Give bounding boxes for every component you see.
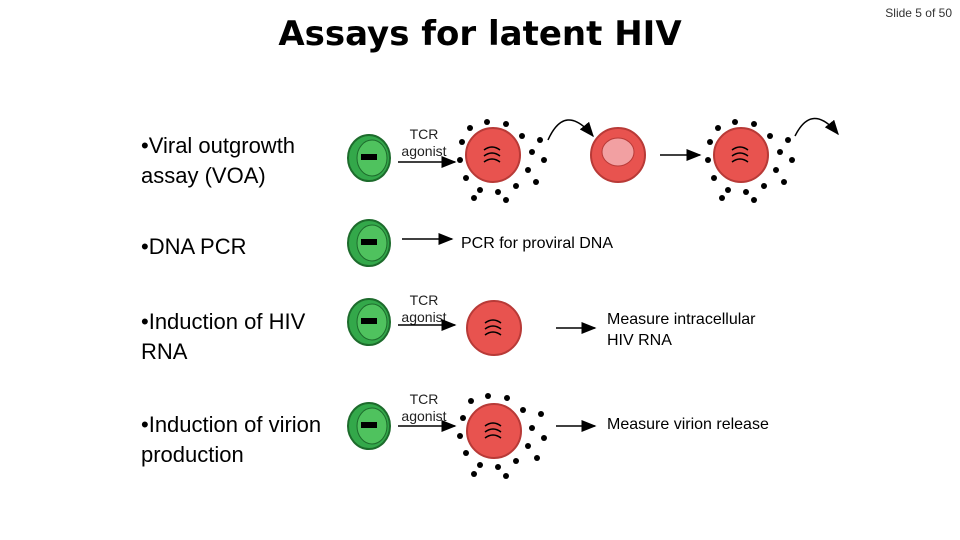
tcr-line1: TCR	[409, 391, 439, 407]
tcr-line2: agonist	[401, 143, 447, 159]
tcr-line1: TCR	[409, 292, 439, 308]
virion-result-label: Measure virion release	[607, 416, 769, 433]
curved-arrow-1	[548, 120, 593, 140]
assay-virion-line1: Induction of virion	[148, 412, 322, 437]
resting-cell-4	[348, 403, 390, 449]
tcr-line2: agonist	[401, 309, 447, 325]
tcr-line1: TCR	[409, 126, 439, 142]
assay-voa-line2: assay (VOA)	[141, 163, 266, 188]
assay-hiv-rna-line2: RNA	[141, 339, 188, 364]
infected-cell-virion	[457, 393, 547, 479]
slide-title: Assays for latent HIV	[278, 14, 682, 54]
bullet-dot: •	[141, 412, 149, 437]
bullet-dot: •	[141, 309, 149, 334]
infected-cell-voa-1	[457, 119, 547, 203]
tcr-line2: agonist	[401, 408, 447, 424]
assay-dna-pcr-line1: DNA PCR	[148, 234, 247, 259]
resting-cell-3	[348, 299, 390, 345]
curved-arrow-2	[795, 118, 838, 136]
bullet-dot: •	[141, 133, 149, 158]
fresh-cell	[591, 128, 645, 182]
rna-result-line1: Measure intracellular	[607, 311, 756, 328]
assay-virion-line2: production	[141, 442, 244, 467]
resting-cell-2	[348, 220, 390, 266]
infected-cell-rna	[467, 301, 521, 355]
infected-cell-voa-2	[705, 119, 795, 203]
slide-number: Slide 5 of 50	[885, 6, 952, 20]
assay-hiv-rna-line1: Induction of HIV	[148, 309, 306, 334]
resting-cell-1	[348, 135, 390, 181]
rna-result-line2: HIV RNA	[607, 332, 672, 349]
bullet-dot: •	[141, 234, 149, 259]
pcr-result-label: PCR for proviral DNA	[461, 235, 614, 252]
assay-voa-line1: Viral outgrowth	[148, 133, 296, 158]
